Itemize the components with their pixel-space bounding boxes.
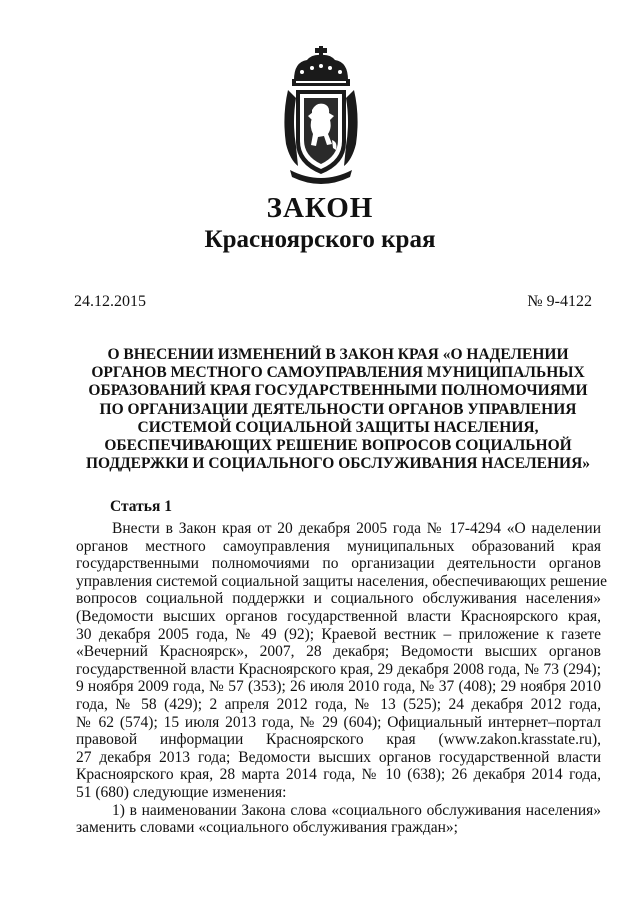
- article-title: Статья 1: [110, 498, 172, 515]
- law-subtitle: Красноярского края: [204, 226, 436, 253]
- heading-line: О ВНЕСЕНИИ ИЗМЕНЕНИЙ В ЗАКОН КРАЯ «О НАДЕЛЕНИИ: [107, 346, 569, 363]
- heading-line: ОБЕСПЕЧИВАЮЩИХ РЕШЕНИЕ ВОПРОСОВ СОЦИАЛЬНОЙ: [104, 437, 572, 455]
- body-line: управления системой социальной защиты населения, обеспечивающих решение: [76, 572, 607, 590]
- body-line: Внести в Закон края от 20 декабря 2005 года № 17-4294 «О наделении: [112, 520, 601, 537]
- heading-line: ПО ОРГАНИЗАЦИИ ДЕЯТЕЛЬНОСТИ ОРГАНОВ УПРАВЛЕНИЯ: [99, 400, 577, 418]
- body-line: 9 ноября 2009 года, № 57 (353); 26 июля 2010 года, № 37 (408); 29 ноября 2010: [76, 678, 601, 696]
- body-line: 51 (680) следующие изменения:: [76, 783, 287, 801]
- law-heading: [78, 346, 598, 473]
- document-number: № 9-4122: [527, 293, 592, 310]
- body-line: года, № 58 (429); 2 апреля 2012 года, № 13 (525); 24 декабря 2012 года,: [76, 695, 601, 713]
- heading-line: СИСТЕМОЙ СОЦИАЛЬНОЙ ЗАЩИТЫ НАСЕЛЕНИЯ,: [137, 418, 539, 436]
- law-title: ЗАКОН: [266, 192, 374, 224]
- body-line: 1) в наименовании Закона слова «социального обслуживания населения»: [112, 801, 601, 819]
- body-line: государственной власти Красноярского края, 29 декабря 2008 года, № 73 (294);: [76, 660, 601, 678]
- heading-line: ОБРАЗОВАНИЙ КРАЯ ГОСУДАРСТВЕННЫМИ ПОЛНОМОЧИЯМИ: [88, 382, 588, 400]
- body-line: (Ведомости высших органов государственной власти Красноярского края,: [76, 607, 601, 625]
- body-line: вопросов социальной поддержки и социального обслуживания населения»: [76, 590, 601, 608]
- article-body: [76, 520, 607, 837]
- body-line: Красноярского края, 28 марта 2014 года, № 10 (638); 26 декабря 2014 года,: [76, 766, 601, 784]
- body-line: № 62 (574); 15 июля 2013 года, № 29 (604); Официальный интернет–портал: [76, 713, 601, 731]
- body-line: органов местного самоуправления муниципальных образований края: [76, 537, 601, 555]
- document-date: 24.12.2015: [74, 293, 146, 310]
- body-line: 27 декабря 2013 года; Ведомости высших органов государственной власти: [76, 748, 601, 766]
- coat-of-arms-emblem: [282, 46, 360, 186]
- body-line: государственными полномочиями по организации деятельности органов: [76, 555, 601, 573]
- body-line: 30 декабря 2005 года, № 49 (92); Краевой вестник – приложение к газете: [76, 625, 601, 643]
- body-line: «Вечерний Красноярск», 2007, 28 декабря; Ведомости высших органов: [76, 643, 601, 661]
- body-line: заменить словами «социального обслуживания граждан»;: [76, 819, 458, 837]
- heading-line: ОРГАНОВ МЕСТНОГО САМОУПРАВЛЕНИЯ МУНИЦИПАЛЬНЫХ: [91, 364, 585, 382]
- heading-line: ПОДДЕРЖКИ И СОЦИАЛЬНОГО ОБСЛУЖИВАНИЯ НАСЕЛЕНИЯ»: [85, 455, 591, 473]
- body-line: правовой информации Красноярского края (www.zakon.krasstate.ru),: [76, 731, 601, 749]
